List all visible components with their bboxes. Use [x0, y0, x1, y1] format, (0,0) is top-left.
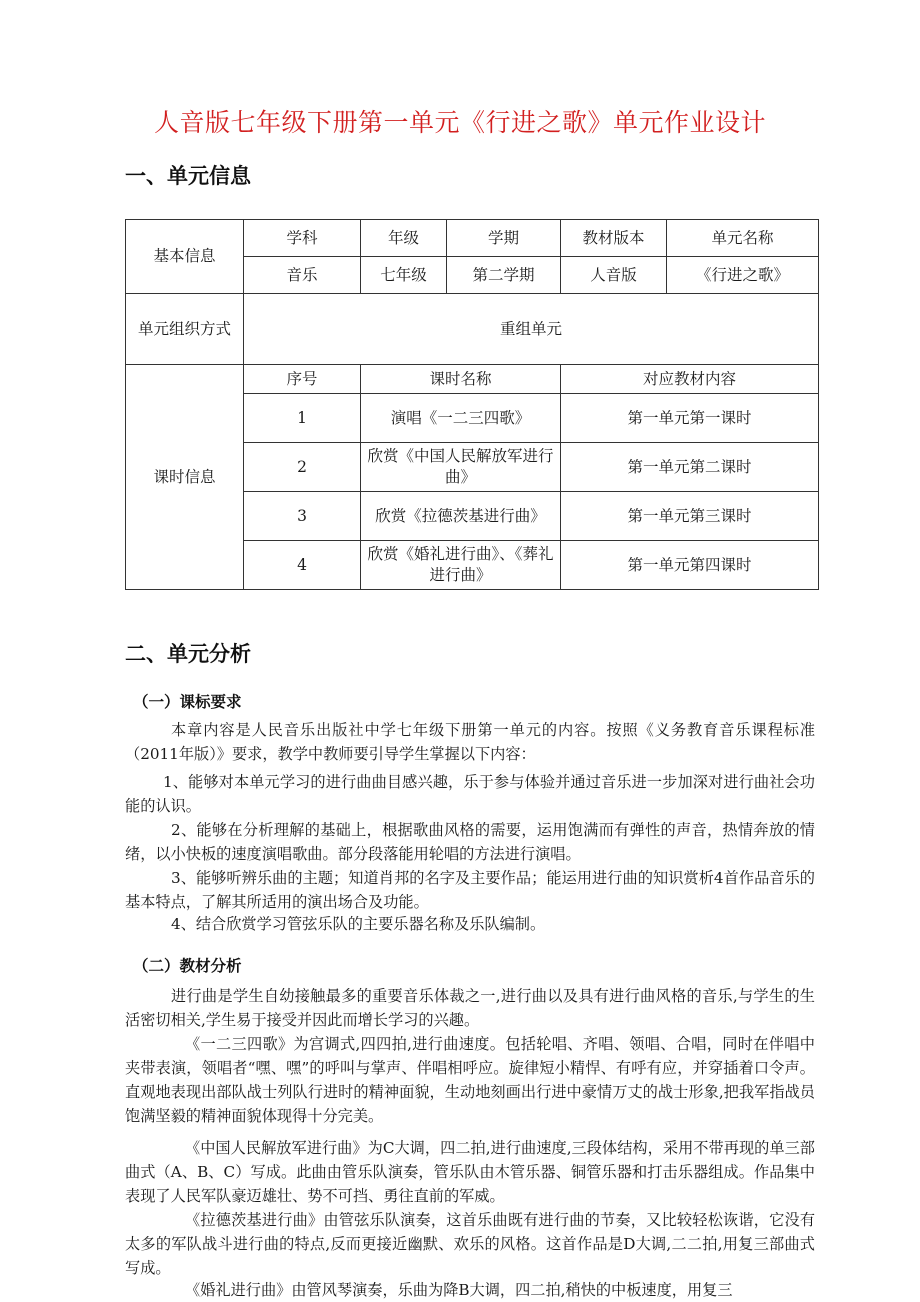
paragraph: 《拉德茨基进行曲》由管弦乐队演奏，这首乐曲既有进行曲的节奏，又比较轻松诙谐，它没有太多的军队战斗进行曲的特点,反而更接近幽默、欢乐的风格。这首作品是D大调,二二拍,用复三部曲式写成。	[125, 1211, 815, 1277]
lesson-info-label: 课时信息	[126, 365, 244, 590]
lesson-content: 第一单元第一课时	[561, 394, 819, 443]
lesson-no: 4	[244, 541, 361, 590]
lesson-name: 欣赏《婚礼进行曲》、《葬礼进行曲》	[361, 541, 561, 590]
lesson-no: 1	[244, 394, 361, 443]
header-subject: 学科	[244, 220, 361, 257]
value-edition: 人音版	[561, 257, 667, 294]
lesson-content: 第一单元第三课时	[561, 492, 819, 541]
header-grade: 年级	[361, 220, 447, 257]
paragraph: 进行曲是学生自幼接触最多的重要音乐体裁之一,进行曲以及具有进行曲风格的音乐,与学生的生活密切相关,学生易于接受并因此而增长学习的兴趣。	[125, 987, 815, 1029]
basic-info-label: 基本信息	[126, 220, 244, 294]
org-label: 单元组织方式	[126, 294, 244, 365]
lesson-name: 欣赏《中国人民解放军进行曲》	[361, 443, 561, 492]
header-lesson-name: 课时名称	[361, 365, 561, 394]
value-grade: 七年级	[361, 257, 447, 294]
header-edition: 教材版本	[561, 220, 667, 257]
paragraph: 3、能够听辨乐曲的主题；知道肖邦的名字及主要作品；能运用进行曲的知识赏析4首作品音乐的基本特点，了解其所适用的演出场合及功能。	[125, 869, 815, 911]
paragraph: 《婚礼进行曲》由管风琴演奏，乐曲为降B大调，四二拍,稍快的中板速度，用复三	[185, 1281, 733, 1299]
unit-info-table	[125, 219, 819, 590]
header-lesson-no: 序号	[244, 365, 361, 394]
value-term: 第二学期	[447, 257, 561, 294]
subheading-curriculum: （一）课标要求	[133, 693, 242, 711]
lesson-name: 欣赏《拉德茨基进行曲》	[361, 492, 561, 541]
subheading-material-analysis: （二）教材分析	[133, 957, 242, 975]
header-term: 学期	[447, 220, 561, 257]
paragraph: 4、结合欣赏学习管弦乐队的主要乐器名称及乐队编制。	[171, 915, 546, 933]
paragraph: 《一二三四歌》为宫调式,四四拍,进行曲速度。包括轮唱、齐唱、领唱、合唱，同时在伴唱中夹带表演，领唱者“嘿、嘿”的呼叫与掌声、伴唱相呼应。旋律短小精悍、有呼有应，并穿插着口令声。直观地表现出部队战士列队行进时的精神面貌，生动地刻画出行进中豪情万丈的战士形象,把我军指战员饱满坚毅的精神面貌体现得十分完美。	[125, 1035, 815, 1125]
value-subject: 音乐	[244, 257, 361, 294]
org-value: 重组单元	[244, 294, 819, 365]
header-lesson-content: 对应教材内容	[561, 365, 819, 394]
lesson-name: 演唱《一二三四歌》	[361, 394, 561, 443]
section-heading-unit-analysis: 二、单元分析	[125, 642, 251, 666]
paragraph: 1、能够对本单元学习的进行曲曲目感兴趣，乐于参与体验并通过音乐进一步加深对进行曲社会功能的认识。	[125, 773, 815, 815]
value-unit-name: 《行进之歌》	[667, 257, 819, 294]
paragraph: 《中国人民解放军进行曲》为C大调，四二拍,进行曲速度,三段体结构，采用不带再现的单三部曲式（A、B、C）写成。此曲由管乐队演奏，管乐队由木管乐器、铜管乐器和打击乐器组成。作品集中表现了人民军队豪迈雄壮、势不可挡、勇往直前的军威。	[125, 1139, 815, 1205]
lesson-content: 第一单元第四课时	[561, 541, 819, 590]
lesson-content: 第一单元第二课时	[561, 443, 819, 492]
document-title: 人音版七年级下册第一单元《行进之歌》单元作业设计	[153, 108, 766, 137]
header-unit-name: 单元名称	[667, 220, 819, 257]
paragraph: 本章内容是人民音乐出版社中学七年级下册第一单元的内容。按照《义务教育音乐课程标准（2011年版）》要求，教学中教师要引导学生掌握以下内容：	[125, 721, 815, 763]
section-heading-unit-info: 一、单元信息	[125, 164, 251, 188]
lesson-no: 2	[244, 443, 361, 492]
paragraph: 2、能够在分析理解的基础上，根据歌曲风格的需要，运用饱满而有弹性的声音，热情奔放的情绪，以小快板的速度演唱歌曲。部分段落能用轮唱的方法进行演唱。	[125, 821, 815, 863]
lesson-no: 3	[244, 492, 361, 541]
